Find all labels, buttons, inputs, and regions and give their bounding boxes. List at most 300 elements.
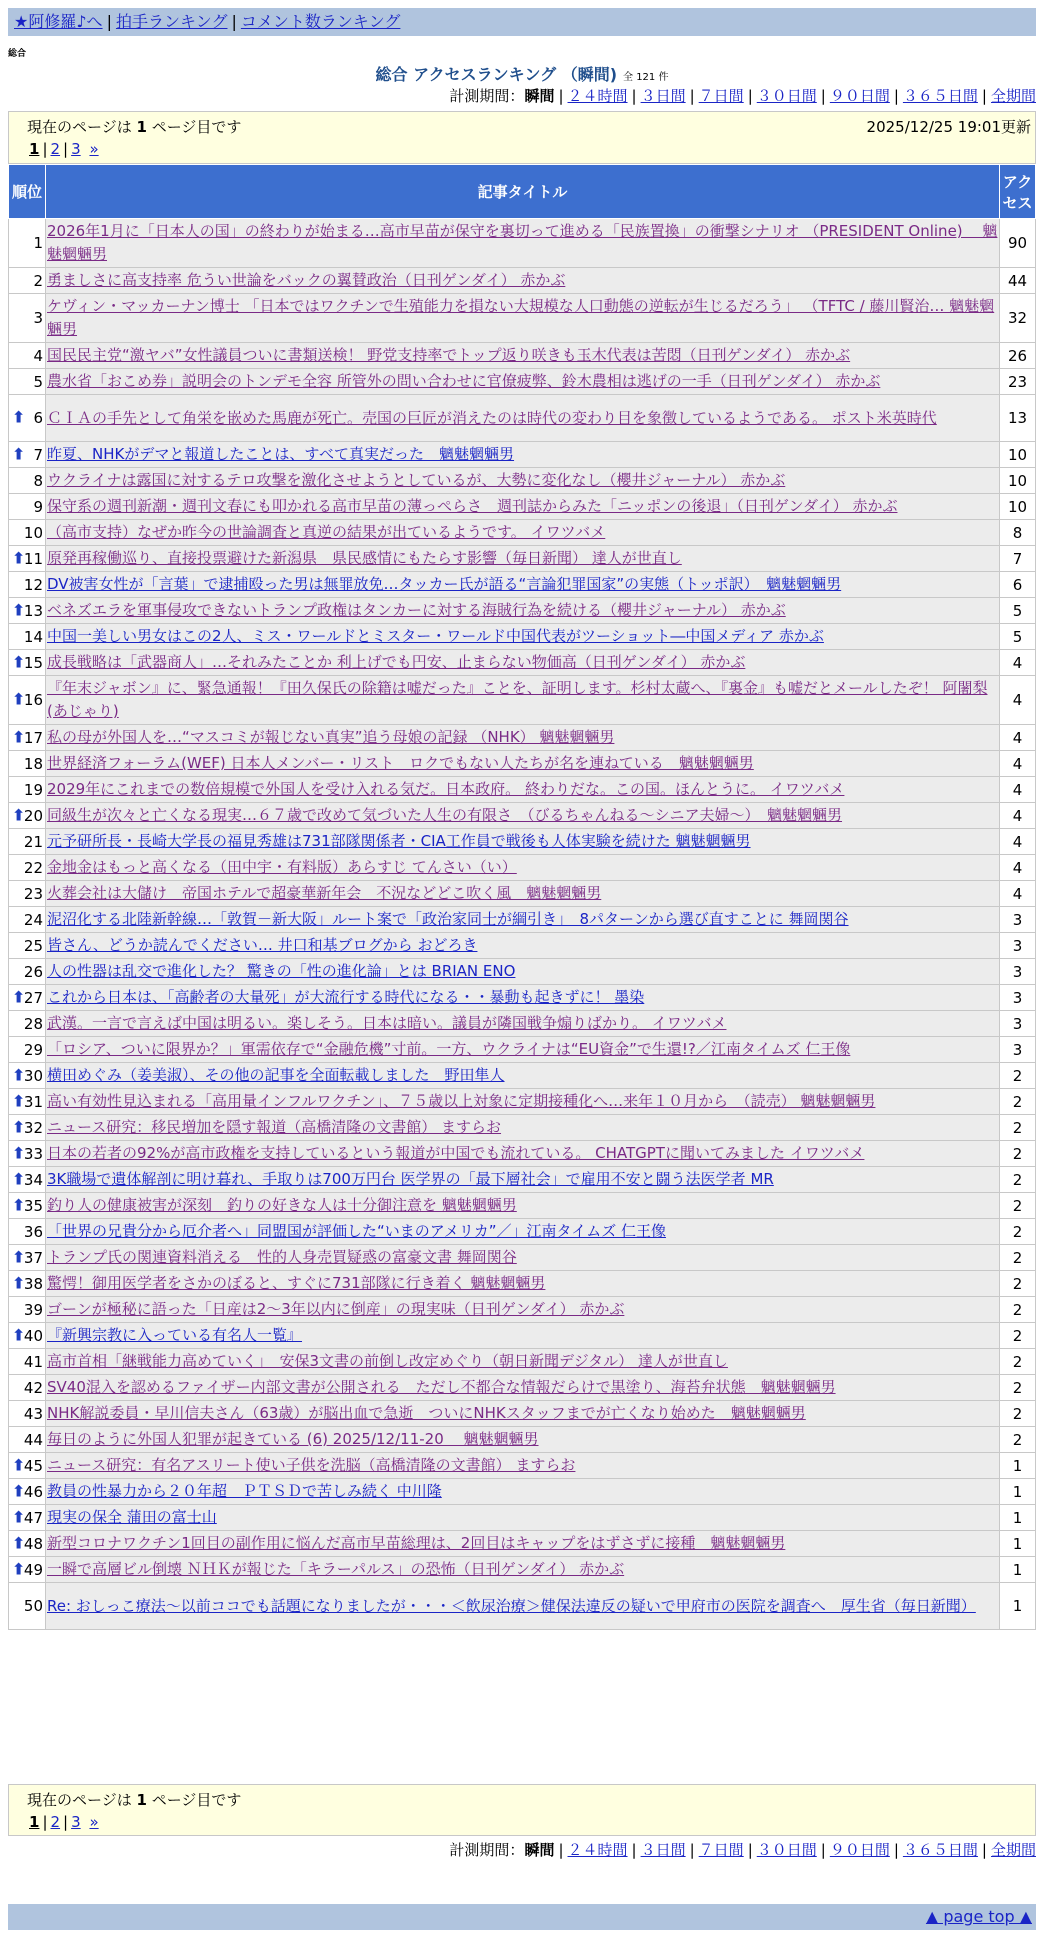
access-count: 2 — [1000, 1167, 1036, 1193]
period-option-link[interactable]: ３０日間 — [756, 1841, 817, 1859]
rank-number: 15 — [23, 653, 43, 672]
title-cell — [46, 468, 1000, 494]
rank-cell — [9, 1349, 46, 1375]
rank-cell — [9, 907, 46, 933]
table-row — [9, 751, 1036, 777]
table-row — [9, 624, 1036, 650]
rank-number: 27 — [23, 988, 43, 1007]
period-separator: | — [747, 1841, 753, 1859]
article-link[interactable]: 一瞬で高層ビル倒壊 ＮＨＫが報じた「キラーパルス」の恐怖（日刊ゲンダイ） 赤かぶ — [47, 1560, 625, 1578]
pager-bottom — [8, 1784, 1036, 1836]
rank-number: 17 — [23, 728, 43, 747]
rank-number: 40 — [23, 1326, 43, 1345]
table-row — [9, 219, 1036, 268]
access-header: アクセス — [1000, 165, 1036, 219]
rank-cell — [9, 1297, 46, 1323]
period-option-link[interactable]: ３６５日間 — [902, 87, 978, 105]
period-option-link[interactable]: ２４時間 — [567, 87, 628, 105]
rank-up-arrow-icon: ⬆ — [12, 407, 26, 427]
table-row — [9, 829, 1036, 855]
article-link[interactable]: ニュース研究：有名アスリート使い子供を洗脳（高橋清隆の文書館） ますらお — [47, 1456, 576, 1474]
title-cell — [46, 676, 1000, 725]
article-link[interactable]: 昨夏、NHKがデマと報道したことは、すべて真実だった 魑魅魍魎男 — [47, 445, 515, 463]
article-link[interactable]: 日本の若者の92%が高市政権を支持しているという報道が中国でも流れている。 CHATGPTに聞いてみました イワツバメ — [47, 1144, 865, 1162]
rank-up-arrow-icon: ⬆ — [12, 1507, 26, 1527]
title-cell — [46, 985, 1000, 1011]
rank-cell — [9, 1375, 46, 1401]
rank-number: 32 — [23, 1118, 43, 1137]
rank-up-arrow-icon: ⬆ — [12, 600, 26, 620]
title-cell — [46, 369, 1000, 395]
article-link[interactable]: トランプ氏の関連資料消える 性的人身売買疑惑の富豪文書 舞岡関谷 — [47, 1248, 517, 1266]
title-cell — [46, 494, 1000, 520]
access-count: 44 — [1000, 268, 1036, 294]
access-count: 2 — [1000, 1271, 1036, 1297]
comment-ranking-link[interactable]: コメント数ランキング — [240, 12, 401, 31]
table-row — [9, 725, 1036, 751]
table-row — [9, 1245, 1036, 1271]
access-count: 3 — [1000, 1037, 1036, 1063]
article-link[interactable]: 成長戦略は「武器商人」…それみたことか 利上げでも円安、止まらない物価高（日刊ゲンダイ） 赤かぶ — [47, 653, 746, 671]
title-cell — [46, 907, 1000, 933]
access-count: 4 — [1000, 829, 1036, 855]
access-count: 90 — [1000, 219, 1036, 268]
article-link[interactable]: 皆さん、どうか読んでください… 井口和基ブログから おどろき — [47, 936, 478, 954]
access-count: 4 — [1000, 676, 1036, 725]
article-link[interactable]: 「ロシア、ついに限界か？」軍需依存で“金融危機”寸前。一方、ウクライナは“EU資金”で生還!?／江南タイムズ 仁王像 — [47, 1040, 851, 1058]
article-link[interactable]: これから日本は、「高齢者の大量死」が大流行する時代になる・・暴動も起きずに！ 墨染 — [47, 988, 645, 1006]
article-link[interactable]: DV被害女性が「言葉」で逮捕殴った男は無罪放免…タッカー氏が語る“言論犯罪国家”の実態（トッポ訳） 魑魅魍魎男 — [47, 575, 842, 593]
period-option-link[interactable]: 全期間 — [990, 1841, 1036, 1859]
page-link[interactable]: 3 — [71, 140, 81, 158]
rank-number: 33 — [23, 1144, 43, 1163]
rank-up-arrow-icon: ⬆ — [12, 727, 26, 747]
page-top-link[interactable]: ▲ page top ▲ — [925, 1907, 1032, 1926]
rank-number: 8 — [33, 471, 43, 490]
article-link[interactable]: 武漢。一言で言えば中国は明るい。楽しそう。日本は暗い。議員が隣国戦争煽りばかり。 イワツバメ — [47, 1014, 727, 1032]
rank-cell — [9, 494, 46, 520]
table-row — [9, 1349, 1036, 1375]
current-page-prefix: 現在のページは — [27, 118, 132, 136]
rank-up-arrow-icon: ⬆ — [12, 1273, 26, 1293]
article-link[interactable]: 保守系の週刊新潮・週刊文春にも叩かれる高市早苗の薄っぺらさ 週刊誌からみた「ニッポンの後退」（日刊ゲンダイ） 赤かぶ — [47, 497, 898, 515]
article-link[interactable]: 「世界の兄貴分から厄介者へ」同盟国が評価した“いまのアメリカ”／」江南タイムズ 仁王像 — [47, 1222, 666, 1240]
rank-cell — [9, 546, 46, 572]
rank-number: 34 — [23, 1170, 43, 1189]
period-option-link[interactable]: ３日間 — [640, 1841, 686, 1859]
article-link[interactable]: 『年末ジャボン』に、緊急通報！『田久保氏の除籍は嘘だった』ことを、証明します。杉村太蔵へ、『裏金』も嘘だとメールしたぞ！ 阿闍梨(あじゃり) — [47, 679, 988, 720]
article-link[interactable]: 中国一美しい男女はこの2人、ミス・ワールドとミスター・ワールド中国代表がツーショット―中国メディア 赤かぶ — [47, 627, 824, 645]
access-count: 2 — [1000, 1115, 1036, 1141]
title-cell — [46, 1349, 1000, 1375]
table-row — [9, 369, 1036, 395]
period-separator: | — [820, 1841, 826, 1859]
title-cell — [46, 1167, 1000, 1193]
table-row — [9, 933, 1036, 959]
rank-up-arrow-icon: ⬆ — [12, 987, 26, 1007]
rank-number: 2 — [33, 271, 43, 290]
title-cell — [46, 442, 1000, 468]
access-count: 4 — [1000, 725, 1036, 751]
rank-cell — [9, 1193, 46, 1219]
period-option-link[interactable]: ９０日間 — [829, 87, 890, 105]
article-link[interactable]: 農水省「おこめ券」説明会のトンデモ全容 所管外の問い合わせに官僚疲弊、鈴木農相は逃げの一手（日刊ゲンダイ） 赤かぶ — [47, 372, 881, 390]
page-separator: | — [63, 140, 69, 158]
period-option-link[interactable]: ２４時間 — [567, 1841, 628, 1859]
rank-cell — [9, 395, 46, 442]
access-count: 3 — [1000, 933, 1036, 959]
table-row — [9, 1011, 1036, 1037]
rank-number: 13 — [23, 601, 43, 620]
next-page-link[interactable]: » — [89, 1813, 99, 1831]
rank-up-arrow-icon: ⬆ — [12, 1143, 26, 1163]
access-count: 7 — [1000, 546, 1036, 572]
rank-number: 41 — [23, 1352, 43, 1371]
current-page-number: 1 — [136, 118, 147, 136]
article-link[interactable]: 同級生が次々と亡くなる現実…６７歳で改めて気づいた人生の有限さ （びるちゃんねる～シニア夫婦～） 魑魅魍魎男 — [47, 806, 843, 824]
table-row — [9, 1063, 1036, 1089]
access-count: 3 — [1000, 1011, 1036, 1037]
nav-separator: | — [231, 12, 237, 31]
rank-cell — [9, 520, 46, 546]
article-link[interactable]: 私の母が外国人を…“マスコミが報じない真実”追う母娘の記録 （NHK） 魑魅魍魎男 — [47, 728, 615, 746]
access-count: 3 — [1000, 907, 1036, 933]
rank-number: 42 — [23, 1378, 43, 1397]
rank-number: 6 — [33, 409, 43, 427]
page-link[interactable]: 3 — [71, 1813, 81, 1831]
table-row — [9, 1453, 1036, 1479]
title-cell — [46, 751, 1000, 777]
rank-number: 20 — [23, 806, 43, 825]
article-link[interactable]: SV40混入を認めるファイザー内部文書が公開される ただし不都合な情報だらけで黒塗り、海苔弁状態 魑魅魍魎男 — [47, 1378, 836, 1396]
period-separator: | — [820, 87, 826, 105]
table-row — [9, 494, 1036, 520]
ranking-table — [8, 164, 1036, 1630]
table-row — [9, 676, 1036, 725]
access-count: 4 — [1000, 777, 1036, 803]
rank-number: 9 — [33, 497, 43, 516]
nav-separator: | — [106, 12, 112, 31]
total-count: 全 121 件 — [623, 72, 669, 83]
rank-cell — [9, 1531, 46, 1557]
rank-cell — [9, 1089, 46, 1115]
article-link[interactable]: ケヴィン・マッカーナン博士 「日本ではワクチンで生殖能力を損ない大規模な人口動態の逆転が生じるだろう」 （TFTC / 藤川賢治… 魑魅魍魎男 — [47, 297, 995, 338]
period-option-link[interactable]: ７日間 — [698, 87, 744, 105]
access-count: 4 — [1000, 650, 1036, 676]
table-row — [9, 1323, 1036, 1349]
access-count: 4 — [1000, 881, 1036, 907]
access-count: 4 — [1000, 751, 1036, 777]
table-row — [9, 572, 1036, 598]
title-cell — [46, 881, 1000, 907]
article-link[interactable]: 教員の性暴力から２０年超 ＰＴＳＤで苦しみ続く 中川隆 — [47, 1482, 442, 1500]
rank-number: 10 — [23, 523, 43, 542]
title-cell — [46, 725, 1000, 751]
rank-up-arrow-icon: ⬆ — [12, 1195, 26, 1215]
article-link[interactable]: 毎日のように外国人犯罪が起きている (6) 2025/12/11-20 魑魅魍魎男 — [47, 1430, 539, 1448]
title-cell — [46, 1505, 1000, 1531]
table-row — [9, 959, 1036, 985]
rank-up-arrow-icon: ⬆ — [12, 1481, 26, 1501]
table-row — [9, 881, 1036, 907]
table-row — [9, 1557, 1036, 1583]
table-row — [9, 343, 1036, 369]
rank-cell — [9, 1141, 46, 1167]
rank-up-arrow-icon: ⬆ — [12, 1169, 26, 1189]
access-count: 2 — [1000, 1193, 1036, 1219]
rank-number: 47 — [23, 1508, 43, 1527]
table-row — [9, 294, 1036, 343]
current-page-text — [27, 1789, 241, 1810]
table-row — [9, 1427, 1036, 1453]
article-link[interactable]: 『新興宗教に入っている有名人一覧』 — [47, 1326, 303, 1344]
table-row — [9, 1479, 1036, 1505]
rank-number: 48 — [23, 1534, 43, 1553]
next-page-link[interactable]: » — [89, 140, 99, 158]
rank-cell — [9, 442, 46, 468]
clap-ranking-link[interactable]: 拍手ランキング — [115, 12, 228, 31]
article-link[interactable]: 世界経済フォーラム(WEF) 日本人メンバー・リスト ロクでもない人たちが名を連ねている 魑魅魍魎男 — [47, 754, 754, 772]
article-link[interactable]: ニュース研究：移民増加を隠す報道（高橋清隆の文書館） ますらお — [47, 1118, 502, 1136]
title-cell — [46, 1115, 1000, 1141]
rank-cell — [9, 1557, 46, 1583]
rank-number: 1 — [33, 234, 43, 252]
article-link[interactable]: NHK解説委員・早川信夫さん（63歳）が脳出血で急逝 ついにNHKスタッフまでが亡くなり始めた 魑魅魍魎男 — [47, 1404, 806, 1422]
article-link[interactable]: 2026年1月に「日本人の国」の終わりが始まる…高市早苗が保守を裏切って進める「民族置換」の衝撃シナリオ （PRESIDENT Online) 魑魅魍魎男 — [47, 222, 998, 263]
rank-number: 36 — [23, 1222, 43, 1241]
access-count: 2 — [1000, 1401, 1036, 1427]
table-row — [9, 1219, 1036, 1245]
rank-number: 35 — [23, 1196, 43, 1215]
page-link-current[interactable]: 1 — [29, 140, 40, 158]
rank-cell — [9, 777, 46, 803]
access-count: 1 — [1000, 1531, 1036, 1557]
rank-number: 30 — [23, 1066, 43, 1085]
page-separator: | — [42, 140, 48, 158]
article-link[interactable]: 国民民主党“激ヤバ”女性議員ついに書類送検！ 野党支持率でトップ返り咲きも玉木代表は苦悶（日刊ゲンダイ） 赤かぶ — [47, 346, 851, 364]
table-row — [9, 650, 1036, 676]
access-count: 6 — [1000, 572, 1036, 598]
article-link[interactable]: ウクライナは露国に対するテロ攻撃を激化させようとしているが、大勢に変化なし（櫻井ジャーナル） 赤かぶ — [47, 471, 786, 489]
title-cell — [46, 395, 1000, 442]
rank-number: 3 — [33, 309, 43, 327]
table-row — [9, 1401, 1036, 1427]
article-link[interactable]: （高市支持）なぜか昨今の世論調査と真逆の結果が出ているようです。 イワツバメ — [47, 523, 606, 541]
period-current: 瞬間 — [524, 1841, 555, 1859]
rank-cell — [9, 855, 46, 881]
title-cell — [46, 855, 1000, 881]
period-separator: | — [631, 1841, 637, 1859]
period-option-link[interactable]: ３６５日間 — [902, 1841, 978, 1859]
period-label: 計測期間： — [449, 87, 525, 105]
rank-cell — [9, 650, 46, 676]
rank-up-arrow-icon: ⬆ — [12, 1455, 26, 1475]
rank-number: 11 — [23, 549, 43, 568]
rank-cell — [9, 219, 46, 268]
page-title-text: 総合 アクセスランキング （瞬間) — [375, 65, 618, 84]
title-cell — [46, 650, 1000, 676]
rank-cell — [9, 829, 46, 855]
access-count: 2 — [1000, 1089, 1036, 1115]
period-option-link[interactable]: ７日間 — [698, 1841, 744, 1859]
table-row — [9, 777, 1036, 803]
rank-number: 19 — [23, 780, 43, 799]
period-option-link[interactable]: ３０日間 — [756, 87, 817, 105]
access-count: 32 — [1000, 294, 1036, 343]
rank-number: 18 — [23, 754, 43, 773]
article-link[interactable]: 高市首相「継戦能力高めていく」 安保3文書の前倒し改定めぐり（朝日新聞デジタル） 達人が世直し — [47, 1352, 728, 1370]
title-cell — [46, 219, 1000, 268]
page-link[interactable]: 2 — [50, 140, 61, 158]
period-separator: | — [689, 87, 695, 105]
rank-number: 14 — [23, 627, 43, 646]
table-row — [9, 520, 1036, 546]
rank-cell — [9, 1505, 46, 1531]
title-cell — [46, 520, 1000, 546]
category-label: 総合 — [8, 49, 27, 59]
table-row — [9, 268, 1036, 294]
access-count: 4 — [1000, 803, 1036, 829]
table-row — [9, 1037, 1036, 1063]
title-cell — [46, 1219, 1000, 1245]
rank-number: 21 — [23, 832, 43, 851]
title-cell — [46, 1531, 1000, 1557]
ranking-table-body — [9, 219, 1036, 1630]
rank-up-arrow-icon: ⬆ — [12, 1325, 26, 1345]
access-count: 1 — [1000, 1583, 1036, 1630]
rank-number: 46 — [23, 1482, 43, 1501]
page-link-current[interactable]: 1 — [29, 1813, 40, 1831]
rank-cell — [9, 1037, 46, 1063]
article-link[interactable]: 現実の保全 蒲田の富士山 — [47, 1508, 217, 1526]
title-cell — [46, 1089, 1000, 1115]
title-cell — [46, 546, 1000, 572]
rank-up-arrow-icon: ⬆ — [12, 1559, 26, 1579]
rank-number: 5 — [33, 372, 43, 391]
rank-cell — [9, 751, 46, 777]
table-row — [9, 1375, 1036, 1401]
rank-cell — [9, 369, 46, 395]
article-link[interactable]: ベネズエラを軍事侵攻できないトランプ政権はタンカーに対する海賊行為を続ける（櫻井ジャーナル） 赤かぶ — [47, 601, 786, 619]
period-option-link[interactable]: ９０日間 — [829, 1841, 890, 1859]
article-link[interactable]: 新型コロナワクチン1回目の副作用に悩んだ高市早苗総理は、2回目はキャップをはずさずに接種 魑魅魍魎男 — [47, 1534, 786, 1552]
article-link[interactable]: ゴーンが極秘に語った「日産は2～3年以内に倒産」の現実味（日刊ゲンダイ） 赤かぶ — [47, 1300, 625, 1318]
article-link[interactable]: 高い有効性見込まれる「高用量インフルワクチン」、７５歳以上対象に定期接種化へ…来年１０月から （読売） 魑魅魍魎男 — [47, 1092, 876, 1110]
title-cell — [46, 1323, 1000, 1349]
rank-number: 28 — [23, 1014, 43, 1033]
rank-number: 23 — [23, 884, 43, 903]
rank-cell — [9, 985, 46, 1011]
article-link[interactable]: 驚愕！御用医学者をさかのぼると、すぐに731部隊に行き着く 魑魅魍魎男 — [47, 1274, 546, 1292]
article-link[interactable]: 原発再稼働巡り、直接投票避けた新潟県 県民感情にもたらす影響（毎日新聞） 達人が世直し — [47, 549, 682, 567]
period-separator: | — [893, 1841, 899, 1859]
rank-number: 24 — [23, 910, 43, 929]
article-link[interactable]: 横田めぐみ（姜美淑）、その他の記事を全面転載しました 野田隼人 — [47, 1066, 505, 1084]
article-link[interactable]: 火葬会社は大儲け 帝国ホテルで超豪華新年会 不況などどこ吹く風 魑魅魍魎男 — [47, 884, 602, 902]
table-row — [9, 1297, 1036, 1323]
access-count: 2 — [1000, 1245, 1036, 1271]
rank-up-arrow-icon: ⬆ — [12, 1247, 26, 1267]
current-page-number: 1 — [136, 1791, 147, 1809]
title-cell — [46, 598, 1000, 624]
period-selector-bottom — [449, 1840, 1036, 1860]
access-count: 2 — [1000, 1141, 1036, 1167]
page-links — [29, 1813, 99, 1831]
access-count: 2 — [1000, 1323, 1036, 1349]
article-link[interactable]: ＣＩＡの手先として角栄を嵌めた馬鹿が死亡。売国の巨匠が消えたのは時代の変わり目を象徴しているようである。 ポスト米英時代 — [47, 408, 937, 427]
table-row — [9, 468, 1036, 494]
page-link[interactable]: 2 — [50, 1813, 61, 1831]
title-cell — [46, 829, 1000, 855]
title-cell — [46, 624, 1000, 650]
current-page-suffix: ページ目です — [151, 118, 242, 136]
access-count: 1 — [1000, 1557, 1036, 1583]
updated-timestamp: 2025/12/25 19:01更新 — [866, 118, 1031, 136]
rank-number: 26 — [23, 962, 43, 981]
article-link[interactable]: 人の性器は乱交で進化した？ 驚きの「性の進化論」とは BRIAN ENO — [47, 962, 516, 980]
rank-number: 39 — [23, 1300, 43, 1319]
rank-cell — [9, 725, 46, 751]
article-link[interactable]: 2029年にこれまでの数倍規模で外国人を受け入れる気だ。日本政府。 終わりだな。この国。ほんとうに。 イワツバメ — [47, 780, 845, 798]
rank-up-arrow-icon: ⬆ — [12, 1117, 26, 1137]
table-row — [9, 855, 1036, 881]
period-option-link[interactable]: 全期間 — [990, 87, 1036, 105]
footer-bar — [8, 1904, 1036, 1930]
rank-cell — [9, 881, 46, 907]
access-count: 1 — [1000, 1479, 1036, 1505]
title-cell — [46, 1427, 1000, 1453]
access-count: 2 — [1000, 1219, 1036, 1245]
article-link[interactable]: 泥沼化する北陸新幹線…「敦賀－新大阪」ルート案で「政治家同士が綱引き」 8パターンから選び直すことに 舞岡関谷 — [47, 910, 849, 928]
rank-cell — [9, 1479, 46, 1505]
article-link[interactable]: 3K職場で遺体解剖に明け暮れ、手取りは700万円台 医学界の「最下層社会」で雇用不安と闘う法医学者 MR — [47, 1170, 774, 1188]
access-count: 3 — [1000, 959, 1036, 985]
article-link[interactable]: 元予研所長・長崎大学長の福見秀雄は731部隊関係者・CIA工作員で戦後も人体実験を続けた 魑魅魍魎男 — [47, 832, 751, 850]
table-row — [9, 1193, 1036, 1219]
article-link[interactable]: 金地金はもっと高くなる（田中宇・有料版）あらすじ てんさい（い） — [47, 858, 517, 876]
period-label: 計測期間： — [449, 1841, 525, 1859]
rank-number: 38 — [23, 1274, 43, 1293]
access-count: 10 — [1000, 494, 1036, 520]
rank-up-arrow-icon: ⬆ — [12, 689, 26, 709]
rank-cell — [9, 1453, 46, 1479]
rank-cell — [9, 1427, 46, 1453]
rank-cell — [9, 624, 46, 650]
page-separator: | — [42, 1813, 48, 1831]
title-cell — [46, 1141, 1000, 1167]
rank-number: 16 — [23, 691, 43, 709]
article-link[interactable]: 勇ましさに高支持率 危うい世論をバックの翼賛政治（日刊ゲンダイ） 赤かぶ — [47, 271, 566, 289]
page-separator: | — [63, 1813, 69, 1831]
access-count: 10 — [1000, 468, 1036, 494]
article-link[interactable]: 釣り人の健康被害が深刻 釣りの好きな人は十分御注意を 魑魅魍魎男 — [47, 1196, 517, 1214]
access-count: 26 — [1000, 343, 1036, 369]
title-cell — [46, 1401, 1000, 1427]
rank-up-arrow-icon: ⬆ — [12, 1091, 26, 1111]
table-row — [9, 442, 1036, 468]
access-count: 8 — [1000, 520, 1036, 546]
rank-number: 22 — [23, 858, 43, 877]
title-cell — [46, 1583, 1000, 1630]
title-cell — [46, 933, 1000, 959]
period-option-link[interactable]: ３日間 — [640, 87, 686, 105]
rank-up-arrow-icon: ⬆ — [12, 805, 26, 825]
access-count: 5 — [1000, 624, 1036, 650]
title-cell — [46, 1193, 1000, 1219]
article-link[interactable]: Re: おしっこ療法～以前ココでも話題になりましたが・・・＜飲尿治療＞健保法違反の疑いで甲府市の医院を調査へ 厚生省（毎日新聞） — [47, 1596, 976, 1615]
home-link[interactable]: ★阿修羅♪へ — [14, 12, 103, 31]
access-count: 2 — [1000, 1063, 1036, 1089]
